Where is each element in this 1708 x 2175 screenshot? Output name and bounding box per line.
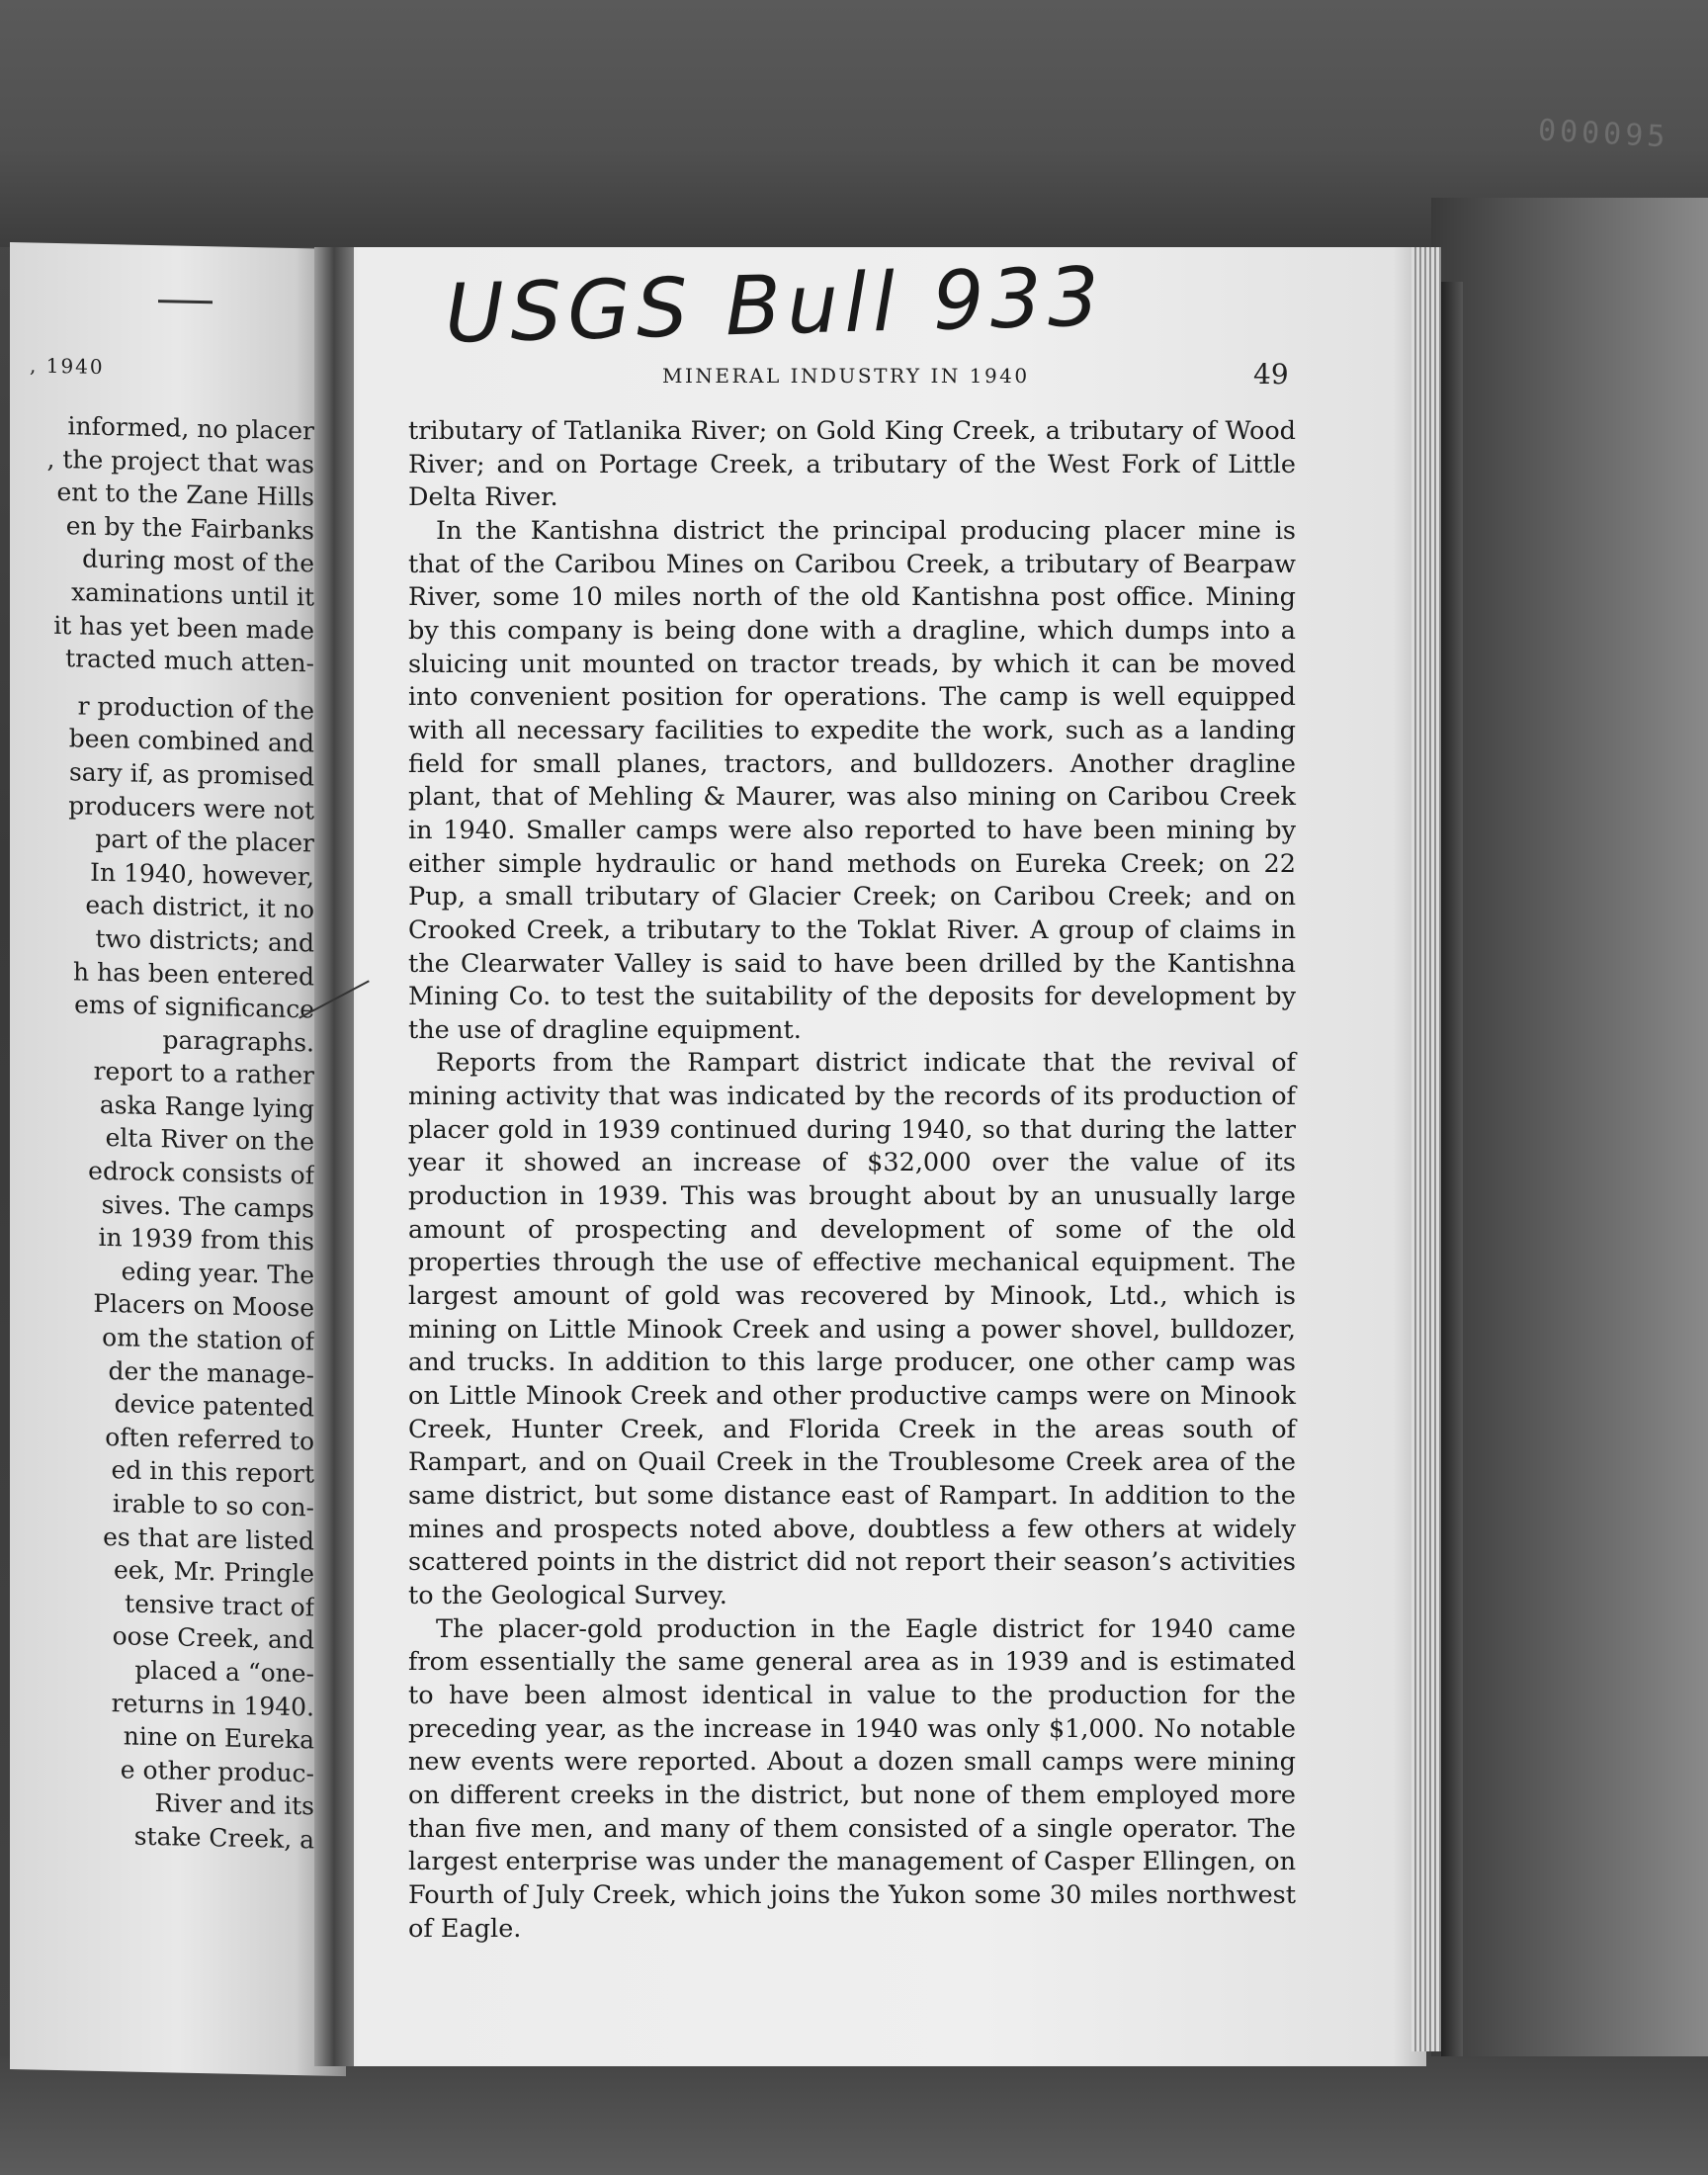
left-page-line: during most of the: [82, 544, 314, 578]
left-page-line: In 1940, however,: [90, 857, 314, 892]
paragraph: Reports from the Rampart district indicate that the revival of mining activity that was indicated by the records of its production of placer gold in 1939 continued during 1940, so that during the latter year it showed an increase of $32,000 over the value of its production in 1939. This was brought about by an unusually large amount of prospecting and development of some of the old properties through the use of effective mechanical equipment. The largest amount of gold was recovered by Minook, Ltd., which is mining on Little Minook Creek and using a power shovel, bulldozer, and trucks. In addition to this large producer, one other camp was on Little Minook Creek and other productive camps were on Minook Creek, Hunter Creek, and Florida Creek in the areas south of Rampart, and on Quail Creek in the Troublesome Creek area of the same district, but some distance east of Rampart. In addition to the mines and prospects noted above, doubtless a few others at widely scattered points in the district did not report their season’s activities to the Geological Survey.: [408, 1048, 1296, 1610]
left-page-line: stake Creek, a: [133, 1821, 314, 1855]
left-page-line: oose Creek, and: [112, 1621, 314, 1655]
left-page-line: tensive tract of: [125, 1589, 314, 1622]
book-cover-edge: [1441, 282, 1463, 2056]
left-page-line: returns in 1940.: [111, 1688, 314, 1722]
left-page-line: eding year. The: [121, 1257, 314, 1290]
left-page-line: been combined and: [68, 724, 314, 758]
left-page-line: h has been entered: [73, 956, 314, 991]
left-page-line: sary if, as promised: [68, 757, 314, 792]
page-number: 49: [1253, 358, 1289, 391]
left-page-line: nine on Eureka: [123, 1721, 314, 1755]
left-page-line: report to a rather: [93, 1057, 314, 1090]
left-page-line: placed a “one-: [134, 1655, 314, 1689]
paragraph: tributary of Tatlanika River; on Gold King Creek, a tributary of Wood River; and on Portage Creek, a tributary of the West Fork of Little Delta River.: [408, 416, 1296, 513]
left-page-line: ent to the Zane Hills: [56, 478, 314, 512]
left-page-line: eek, Mr. Pringle: [114, 1555, 314, 1589]
left-page-line: , the project that was: [46, 444, 314, 479]
paragraph: The placer-gold production in the Eagle district for 1940 came from essentially the same general area as in 1939 and is estimated to have been almost identical in value to the production for the preceding year, as the increase in 1940 was only $1,000. No notable new events were reported. About a dozen small camps were mining on different creeks in the district, but none of them employed more than five men, and many of them consisted of a single operator. The largest enterprise was under the management of Casper Ellingen, on Fourth of July Creek, which joins the Yukon some 30 miles northwest of Eagle.: [408, 1613, 1296, 1944]
left-page-line: River and its: [154, 1788, 314, 1821]
left-page-line: om the station of: [102, 1322, 314, 1356]
background-shadow: [1431, 198, 1708, 2175]
left-page-line: paragraphs.: [162, 1024, 314, 1058]
left-page-line: part of the placer: [95, 824, 314, 858]
stamp-number: 000095: [1536, 113, 1669, 155]
handwritten-note: USGS Bull 933: [443, 250, 1107, 362]
left-page-line: ems of significance: [74, 990, 314, 1024]
left-page-line: en by the Fairbanks: [65, 510, 314, 546]
body-text: [408, 415, 1296, 1946]
left-page-line: two districts; and: [95, 923, 314, 958]
left-page-text: [10, 408, 314, 1857]
left-page-line: elta River on the: [105, 1123, 314, 1157]
left-page-line: es that are listed: [103, 1522, 314, 1556]
page-edges: [1411, 247, 1441, 2051]
paragraph: In the Kantishna district the principal producing placer mine is that of the Caribou Mines on Caribou Creek, a tributary of Bearpaw River, some 10 miles north of the old Kantishna post office. Mining by this company is being done with a dragline, which dumps into a sluicing unit mounted on tractor treads, by which it can be moved into convenient position for operations. The camp is well equipped with all necessary facilities to expedite the work, such as a landing field for small planes, tractors, and bulldozers. Another dragline plant, that of Mehling & Maurer, was also mining on Caribou Creek in 1940. Smaller camps were also reported to have been mining by either simple hydraulic or hand methods on Eureka Creek; on 22 Pup, a small tributary of Glacier Creek; on Caribou Creek; and on Crooked Creek, a tributary to the Toklat River. A group of claims in the Clearwater Valley is said to have been drilled by the Kantishna Mining Co. to test the suitability of the deposits for development by the use of dragline equipment.: [408, 515, 1296, 1045]
left-page-header: , 1940: [30, 353, 105, 380]
left-page-line: informed, no placer: [67, 411, 314, 446]
left-page-line: often referred to: [105, 1422, 314, 1456]
left-page-line: Placers on Moose: [93, 1289, 314, 1323]
pencil-mark: [158, 300, 213, 304]
left-page-line: each district, it no: [85, 890, 314, 924]
left-page-line: edrock consists of: [88, 1156, 314, 1190]
left-page-line: aska Range lying: [99, 1089, 314, 1124]
left-page-line: der the manage-: [108, 1355, 314, 1390]
left-page-line: device patented: [114, 1389, 314, 1423]
left-page-line: xaminations until it: [71, 577, 314, 612]
left-page: [10, 242, 346, 2076]
left-page-line: in 1939 from this: [98, 1223, 314, 1257]
left-page-line: it has yet been made: [53, 610, 314, 646]
left-page-line: tracted much atten-: [65, 644, 314, 678]
left-page-line: producers were not: [68, 790, 314, 825]
left-page-line: r production of the: [77, 691, 314, 726]
running-head: MINERAL INDUSTRY IN 1940: [662, 364, 1030, 388]
book-gutter: [314, 247, 354, 2066]
left-page-line: e other produc-: [120, 1755, 314, 1788]
left-page-line: irable to so con-: [112, 1489, 314, 1522]
left-page-line: sives. The camps: [101, 1189, 314, 1224]
left-page-line: ed in this report: [111, 1455, 314, 1489]
